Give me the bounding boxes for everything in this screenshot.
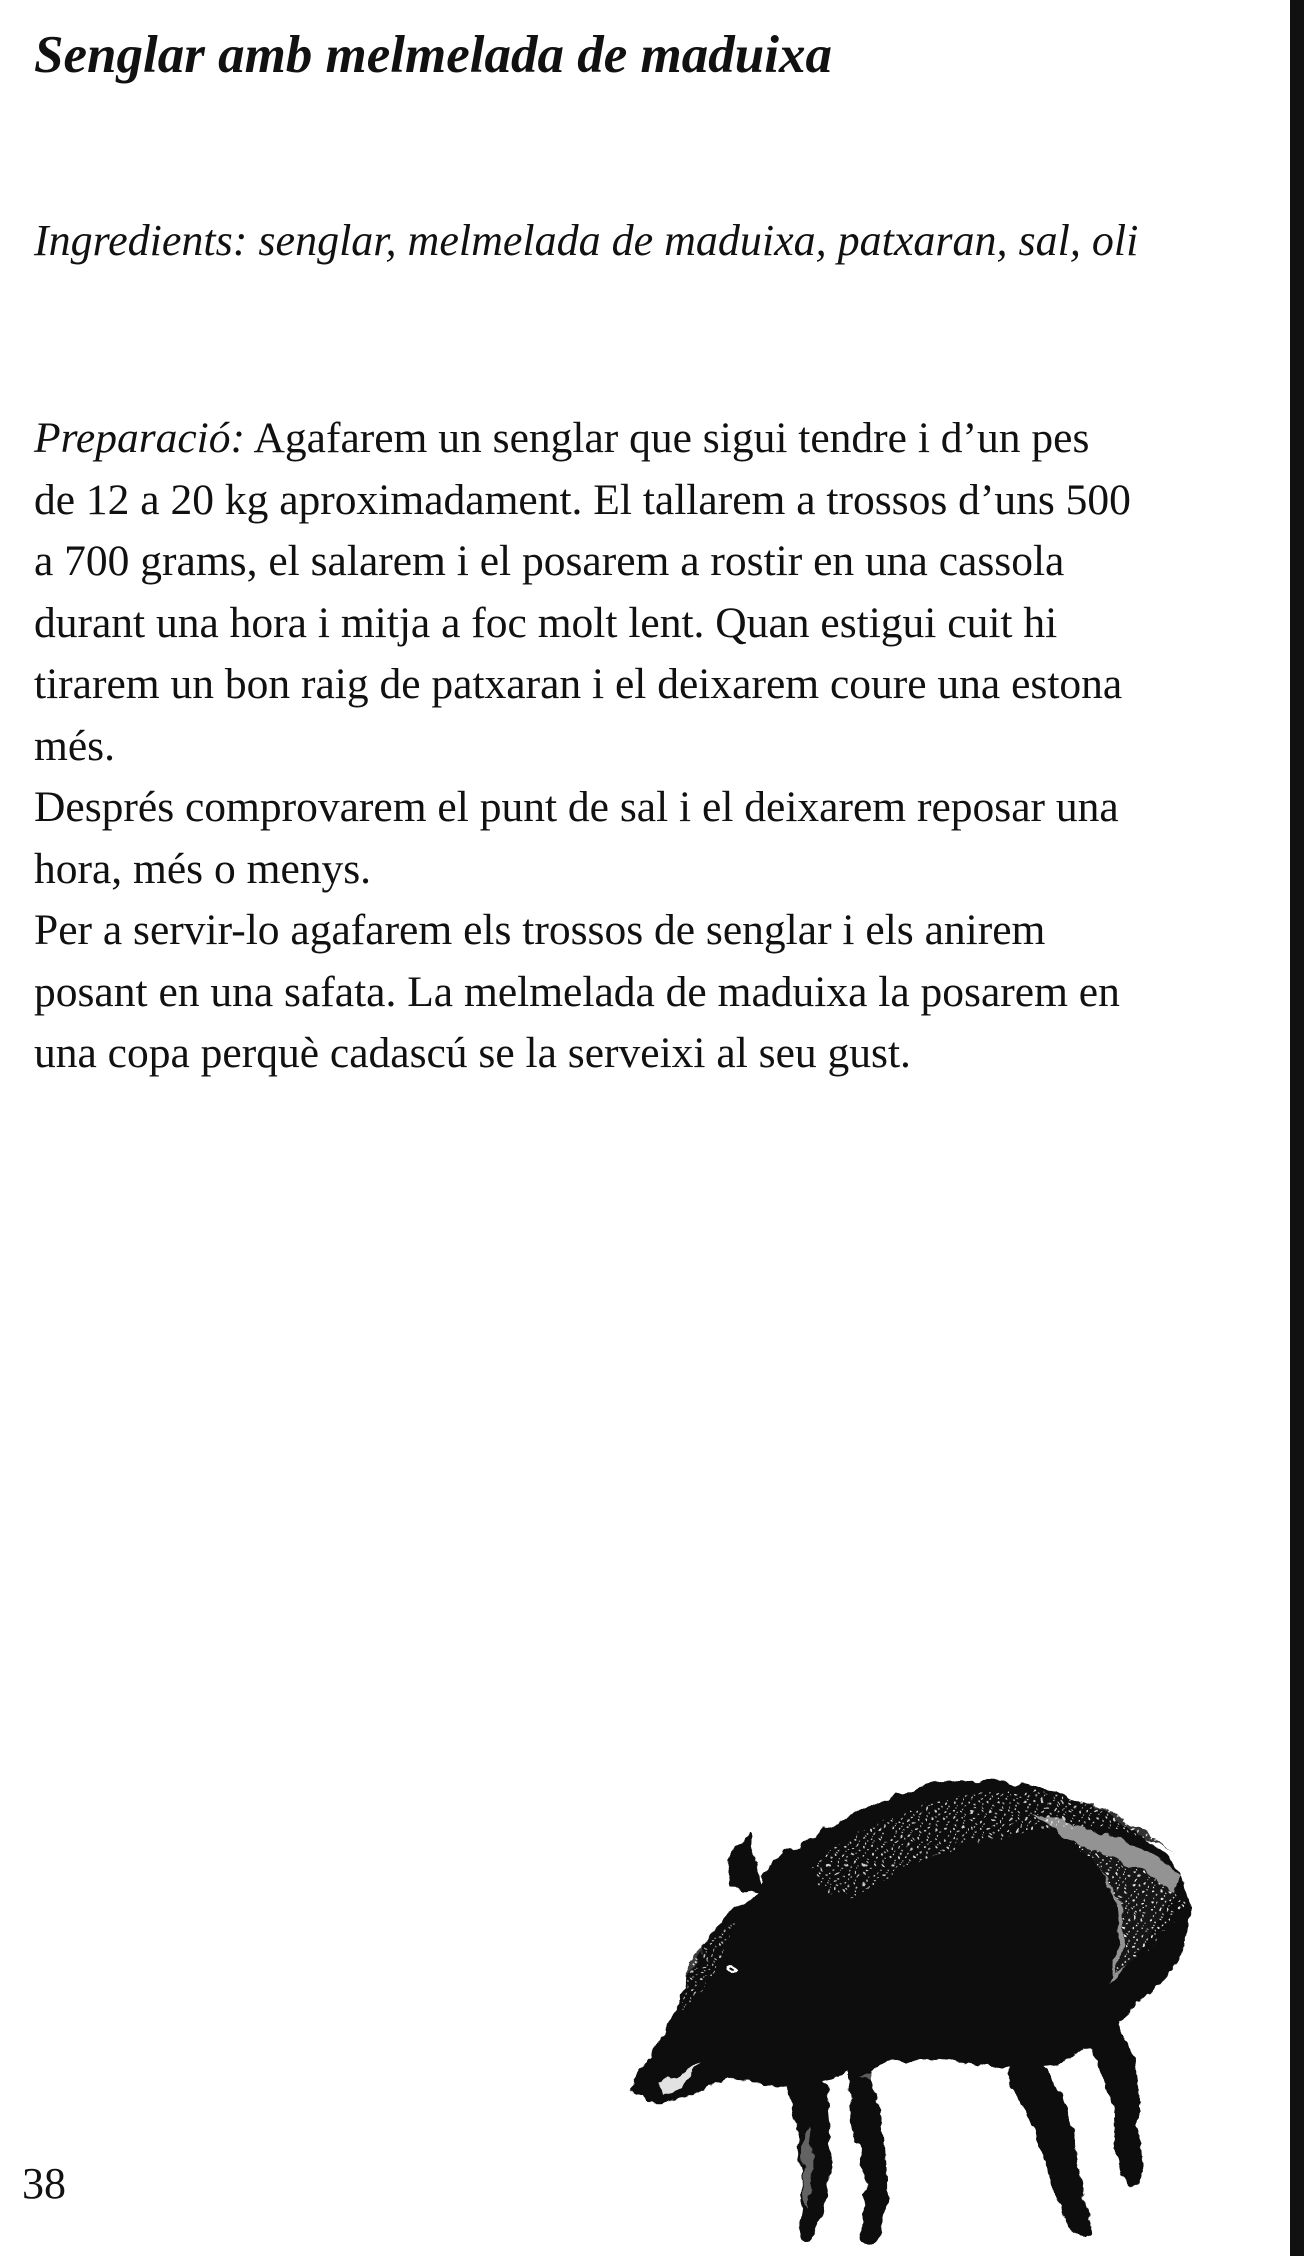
preparation-line: hora, més o menys.	[34, 844, 372, 893]
page-number: 38	[22, 2159, 66, 2208]
ingredients-text: Ingredients: senglar, melmelada de maduixa, patxaran, sal, oli	[34, 216, 1139, 265]
wild-boar-icon	[628, 1755, 1218, 2245]
preparation-line: durant una hora i mitja a foc molt lent. Quan estigui cuit hi	[34, 598, 1058, 647]
preparation-line: més.	[34, 721, 115, 770]
preparation-line: Per a servir-lo agafarem els trossos de senglar i els anirem	[34, 906, 1046, 954]
preparation-label: Preparació:	[34, 414, 246, 462]
preparation-text	[34, 408, 1284, 1085]
preparation-line	[34, 408, 1284, 470]
preparation-line: una copa perquè cadascú se la serveixi al seu gust.	[34, 1029, 911, 1077]
preparation-line: de 12 a 20 kg aproximadament. El tallarem a trossos d’uns 500	[34, 475, 1131, 524]
preparation-line: posant en una safata. La melmelada de maduixa la posarem en	[34, 967, 1120, 1016]
preparation-line: tirarem un bon raig de patxaran i el deixarem coure una estona	[34, 660, 1123, 708]
page-edge-bar	[1290, 0, 1304, 2256]
recipe-title: Senglar amb melmelada de maduixa	[34, 26, 832, 84]
preparation-line: Després comprovarem el punt de sal i el deixarem reposar una	[34, 783, 1119, 831]
preparation-line-text: Agafarem un senglar que sigui tendre i d’un pes	[245, 414, 1090, 462]
preparation-line: a 700 grams, el salarem i el posarem a rostir en una cassola	[34, 537, 1065, 585]
